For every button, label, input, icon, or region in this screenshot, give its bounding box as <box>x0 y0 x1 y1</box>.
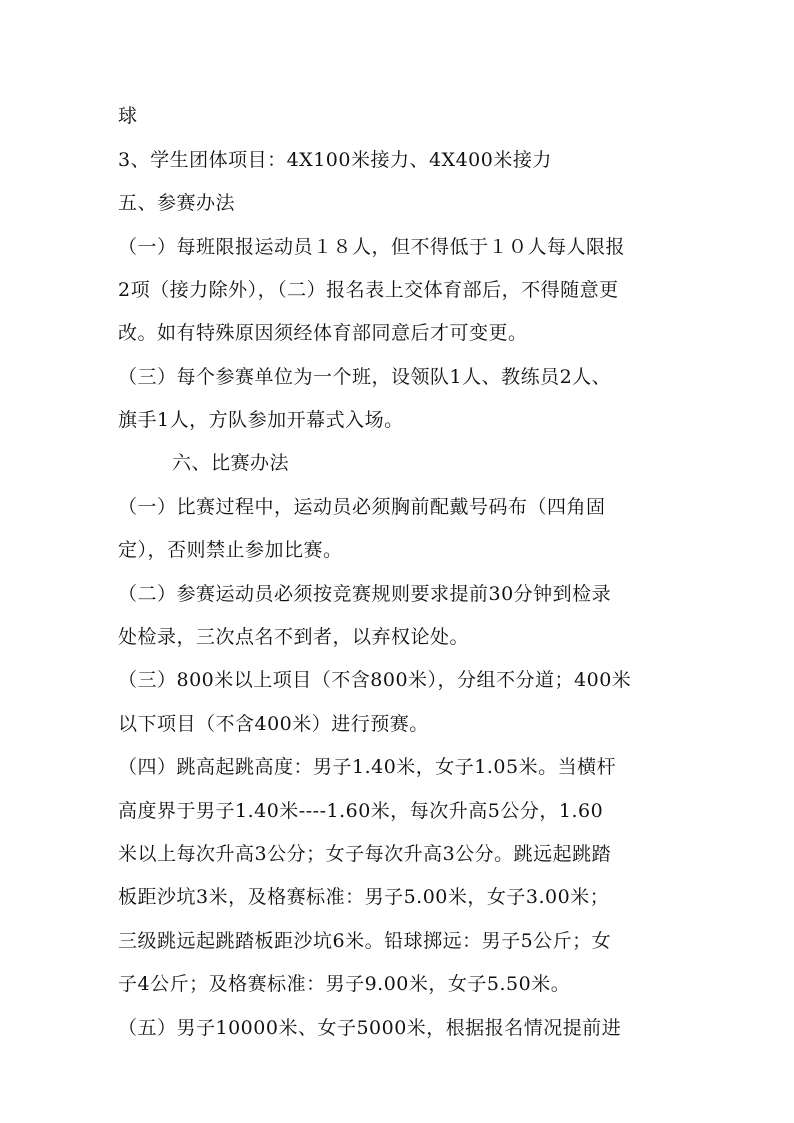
text-line: （四）跳高起跳高度：男子1.40米，女子1.05米。当横杆 <box>118 756 617 778</box>
text-line: （三）800米以上项目（不含800米），分组不分道；400米 <box>118 669 632 691</box>
text-line: （五）男子10000米、女子5000米，根据报名情况提前进 <box>118 1017 622 1039</box>
text-line: 处检录，三次点名不到者，以弃权论处。 <box>118 626 470 648</box>
text-line: 高度界于男子1.40米----1.60米，每次升高5公分，1.60 <box>118 800 604 822</box>
text-line: 子4公斤；及格赛标准：男子9.00米，女子5.50米。 <box>118 973 571 995</box>
text-line: 板距沙坑3米，及格赛标准：男子5.00米，女子3.00米； <box>118 886 610 908</box>
text-line: 2项（接力除外），（二）报名表上交体育部后，不得随意更 <box>118 279 619 301</box>
text-line: （三）每个参赛单位为一个班，设领队1人、教练员2人、 <box>118 366 612 388</box>
text-line: 三级跳远起跳踏板距沙坑6米。铅球掷远：男子5公斤；女 <box>118 930 612 952</box>
text-line: （一）每班限报运动员１８人，但不得低于１０人每人限报 <box>118 236 626 258</box>
text-line: 定），否则禁止参加比赛。 <box>118 539 343 561</box>
text-line: （一）比赛过程中，运动员必须胸前配戴号码布（四角固 <box>118 496 606 518</box>
text-line: 3、学生团体项目：4X100米接力、4X400米接力 <box>118 149 552 171</box>
text-line: （二）参赛运动员必须按竞赛规则要求提前30分钟到检录 <box>118 583 612 605</box>
text-line: 改。如有特殊原因须经体育部同意后才可变更。 <box>118 322 528 344</box>
text-line: 米以上每次升高3公分；女子每次升高3公分。跳远起跳踏 <box>118 843 612 865</box>
text-line: 旗手1人，方队参加开幕式入场。 <box>118 409 404 431</box>
section-heading: 五、参赛办法 <box>118 192 236 214</box>
text-line: 以下项目（不含400米）进行预赛。 <box>118 713 429 735</box>
text-line: 球 <box>118 105 138 127</box>
section-heading: 六、比赛办法 <box>172 452 290 474</box>
